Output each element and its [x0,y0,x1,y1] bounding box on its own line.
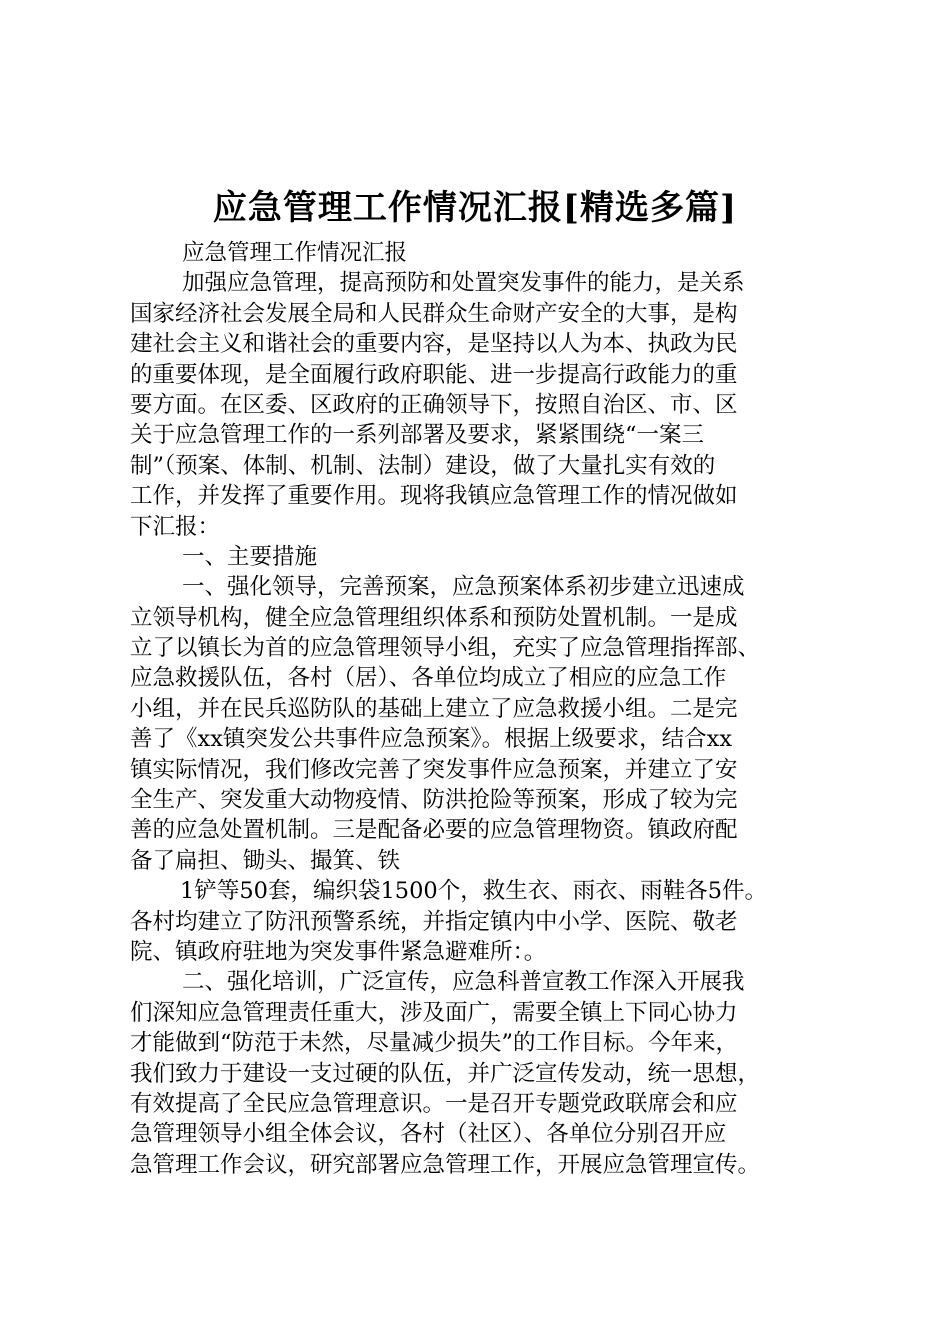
paragraph-line: 们深知应急管理责任重大，涉及面广，需要全镇上下同心协力 [130,999,738,1026]
document-body [130,238,848,1180]
paragraph-line: 有效提高了全民应急管理意识。一是召开专题党政联席会和应 [130,1090,738,1117]
paragraph-line: 各村均建立了防汛预警系统，并指定镇内中小学、医院、敬老 [130,908,738,935]
paragraph-line: 应急救援队伍，各村（居）、各单位均成立了相应的应急工作 [130,665,727,692]
paragraph-line: 下汇报： [130,513,221,540]
paragraph-line: 立领导机构，健全应急管理组织体系和预防处置机制。一是成 [130,604,738,631]
paragraph-line: 急管理领导小组全体会议，各村（社区）、各单位分别召开应 [130,1121,727,1148]
paragraph-line: 善了《xx镇突发公共事件应急预案》。根据上级要求，结合xx [130,726,733,753]
paragraph-line: 工作，并发挥了重要作用。现将我镇应急管理工作的情况做如 [130,483,738,510]
document-title: 应急管理工作情况汇报[精选多篇] [212,188,738,228]
paragraph-line: 建社会主义和谐社会的重要内容，是坚持以人为本、执政为民 [130,331,738,358]
paragraph-line: 急管理工作会议，研究部署应急管理工作，开展应急管理宣传。 [130,1151,761,1178]
paragraph-line: 的重要体现，是全面履行政府职能、进一步提高行政能力的重 [130,361,738,388]
paragraph-line: 小组，并在民兵巡防队的基础上建立了应急救援小组。二是完 [130,695,738,722]
paragraph-line: 全生产、突发重大动物疫情、防洪抢险等预案，形成了较为完 [130,787,738,814]
section-heading: 一、主要措施 [182,543,318,570]
paragraph-line: 备了扁担、锄头、撮箕、铁 [130,847,401,874]
subtitle-line: 应急管理工作情况汇报 [182,240,408,266]
paragraph-line: 院、镇政府驻地为突发事件紧急避难所：。 [130,938,547,965]
paragraph-line: 制”（预案、体制、机制、法制）建设，做了大量扎实有效的 [130,452,716,479]
paragraph-line: 镇实际情况，我们修改完善了突发事件应急预案，并建立了安 [130,756,738,783]
paragraph-line: 一、强化领导，完善预案，应急预案体系初步建立迅速成 [182,574,745,601]
paragraph-line: 国家经济社会发展全局和人民群众生命财产安全的大事，是构 [130,300,738,327]
paragraph-line: 立了以镇长为首的应急管理领导小组，充实了应急管理指挥部、 [130,635,761,662]
paragraph-line: 二、强化培训，广泛宣传，应急科普宣教工作深入开展我 [182,969,745,996]
paragraph-line: 才能做到“防范于未然，尽量减少损失”的工作目标。今年来， [130,1030,739,1057]
paragraph-line: 加强应急管理，提高预防和处置突发事件的能力，是关系 [182,270,745,297]
paragraph-line: 1铲等50套，编织袋1500个，救生衣、雨衣、雨鞋各5件。 [180,878,768,905]
paragraph-line: 善的应急处置机制。三是配备必要的应急管理物资。镇政府配 [130,817,738,844]
paragraph-line: 关于应急管理工作的一系列部署及要求，紧紧围绕“一案三 [130,422,705,449]
paragraph-line: 要方面。在区委、区政府的正确领导下，按照自治区、市、区 [130,391,738,418]
paragraph-line: 我们致力于建设一支过硬的队伍，并广泛宣传发动，统一思想， [130,1060,761,1087]
